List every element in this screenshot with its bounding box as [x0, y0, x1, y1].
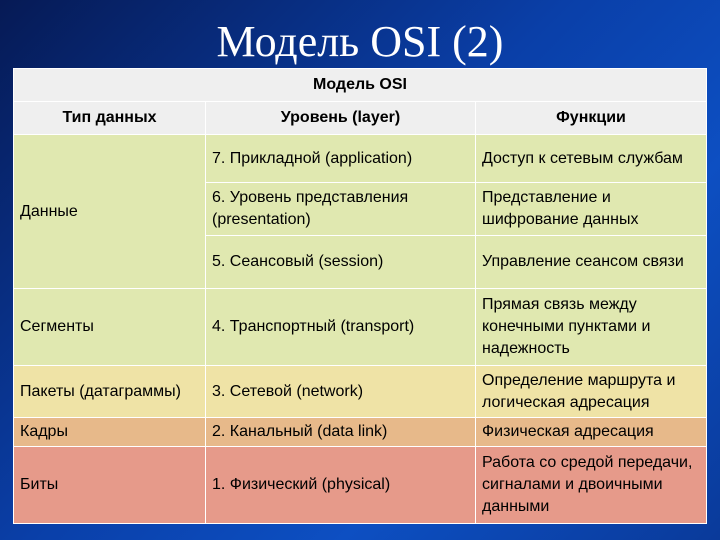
layer-cell: 4. Транспортный (transport)	[206, 289, 476, 366]
data-type-cell: Биты	[14, 447, 206, 524]
function-cell: Прямая связь между конечными пунктами и надежность	[476, 289, 707, 366]
function-cell: Физическая адресация	[476, 418, 707, 447]
layer-cell: 1. Физический (physical)	[206, 447, 476, 524]
table-row	[14, 418, 707, 447]
table-header-row	[14, 102, 707, 135]
function-cell: Доступ к сетевым службам	[476, 135, 707, 183]
table-row	[14, 447, 707, 524]
layer-cell: 5. Сеансовый (session)	[206, 236, 476, 289]
layer-cell: 3. Сетевой (network)	[206, 366, 476, 418]
table-row	[14, 366, 707, 418]
table-row	[14, 135, 707, 183]
data-type-cell: Данные	[14, 135, 206, 289]
function-cell: Представление и шифрование данных	[476, 183, 707, 236]
layer-cell: 2. Канальный (data link)	[206, 418, 476, 447]
table-caption: Модель OSI	[14, 69, 707, 102]
data-type-cell: Сегменты	[14, 289, 206, 366]
table-caption-row	[14, 69, 707, 102]
function-cell: Работа со средой передачи, сигналами и двоичными данными	[476, 447, 707, 524]
data-type-cell: Пакеты (датаграммы)	[14, 366, 206, 418]
layer-cell: 6. Уровень представления (presentation)	[206, 183, 476, 236]
layer-cell: 7. Прикладной (application)	[206, 135, 476, 183]
header-layer: Уровень (layer)	[206, 102, 476, 135]
table-row	[14, 289, 707, 366]
osi-table	[13, 68, 707, 524]
slide-title: Модель OSI (2)	[216, 17, 504, 66]
header-functions: Функции	[476, 102, 707, 135]
function-cell: Определение маршрута и логическая адресация	[476, 366, 707, 418]
function-cell: Управление сеансом связи	[476, 236, 707, 289]
header-data-type: Тип данных	[14, 102, 206, 135]
data-type-cell: Кадры	[14, 418, 206, 447]
